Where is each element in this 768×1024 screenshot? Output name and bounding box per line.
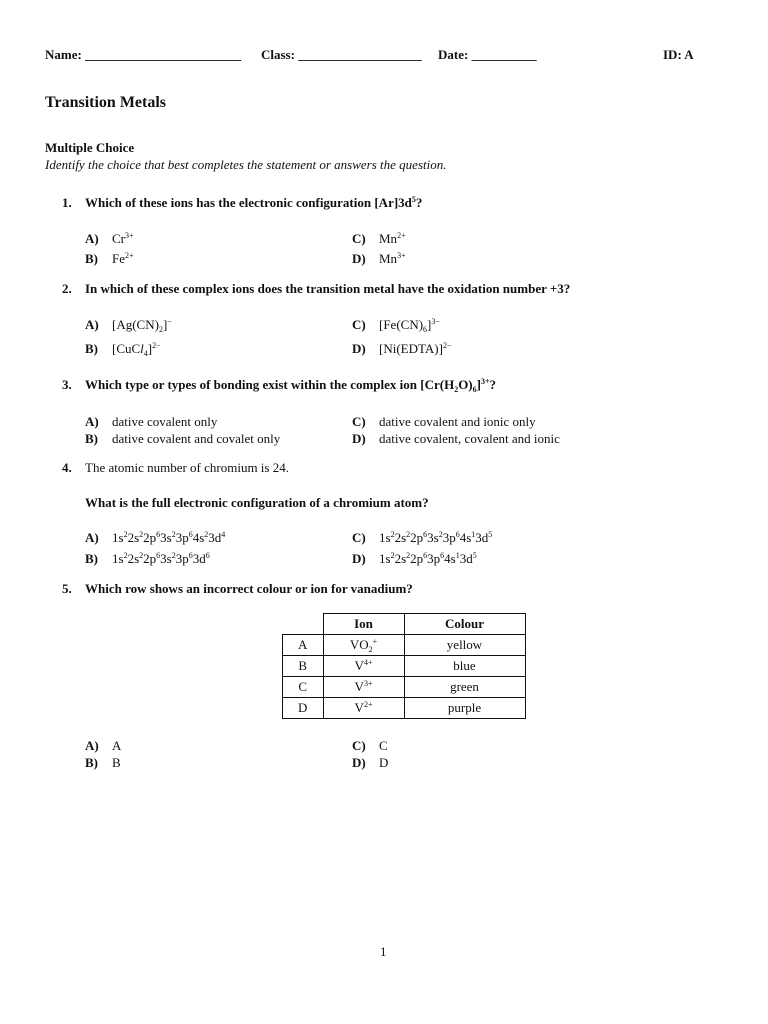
option-d: D) $Mn^{3+}$ — [352, 251, 406, 266]
option-a: A) $[Ag(CN)_2]^-$ — [85, 317, 172, 334]
question-text: Which of these ions has the electronic configuration $[Ar]3d^5$? — [85, 195, 423, 210]
table-row — [283, 635, 526, 656]
section-instructions: Identify the choice that best completes the statement or answers the question. — [45, 157, 447, 172]
colour-cell: blue — [404, 656, 525, 677]
page-number: 1 — [380, 944, 387, 959]
option-d: D) [Ni(EDTA)]$^{2-}$ — [352, 341, 452, 356]
option-a: A) dative covalent only — [85, 414, 218, 429]
question-text: In which of these complex ions does the transition metal have the oxidation number +3? — [85, 281, 571, 296]
option-a: A) $1s^22s^22p^63s^23p^64s^23d^4$ — [85, 530, 226, 545]
question-number: 4. — [62, 460, 72, 475]
colour-cell: yellow — [404, 635, 525, 656]
question-text: What is the full electronic configuration of a chromium atom? — [85, 495, 429, 510]
question-number: 5. — [62, 581, 72, 596]
table-header-colour: Colour — [404, 614, 525, 635]
row-label: C — [283, 677, 324, 698]
option-c: C) $1s^22s^22p^63s^23p^64s^13d^5$ — [352, 530, 493, 545]
page-title: Transition Metals — [45, 94, 167, 111]
option-d: D) D — [352, 755, 389, 770]
colour-cell: purple — [404, 698, 525, 719]
name-field-label: Name: ________________________ — [45, 47, 242, 62]
ion-cell: $V^{4+}$ — [323, 656, 404, 677]
question-number: 2. — [62, 281, 72, 296]
question-stem: The atomic number of chromium is 24. — [85, 460, 289, 475]
option-b: B) $1s^22s^22p^63s^23p^63d^6$ — [85, 551, 210, 566]
option-b: B) [CuCl$_4$]$^{2-}$ — [85, 341, 161, 358]
option-a: A) $Cr^{3+}$ — [85, 231, 134, 246]
table-header-ion: Ion — [323, 614, 404, 635]
ion-cell: $VO_2^+$ — [323, 635, 404, 656]
table-row — [283, 656, 526, 677]
question-number: 1. — [62, 195, 72, 210]
row-label: A — [283, 635, 324, 656]
option-c: C) C — [352, 738, 388, 753]
option-d: D) $1s^22s^22p^63p^64s^13d^5$ — [352, 551, 477, 566]
table-row — [283, 698, 526, 719]
table-header-blank — [283, 614, 324, 635]
section-heading: Multiple Choice — [45, 140, 135, 155]
option-b: B) $Fe^{2+}$ — [85, 251, 134, 266]
vanadium-table — [282, 613, 526, 719]
option-b: B) B — [85, 755, 121, 770]
colour-cell: green — [404, 677, 525, 698]
option-d: D) dative covalent, covalent and ionic — [352, 431, 560, 446]
option-c: C) dative covalent and ionic only — [352, 414, 536, 429]
ion-cell: $V^{3+}$ — [323, 677, 404, 698]
class-field-label: Class: ___________________ — [261, 47, 422, 62]
row-label: B — [283, 656, 324, 677]
table-row — [283, 677, 526, 698]
ion-cell: $V^{2+}$ — [323, 698, 404, 719]
option-c: C) $Mn^{2+}$ — [352, 231, 406, 246]
row-label: D — [283, 698, 324, 719]
question-text: Which row shows an incorrect colour or ion for vanadium? — [85, 581, 413, 596]
option-c: C) $[Fe(CN)_6]^{3-}$ — [352, 317, 440, 334]
option-a: A) A — [85, 738, 122, 753]
question-number: 3. — [62, 377, 72, 392]
date-field-label: Date: __________ — [438, 47, 537, 62]
id-label: ID: A — [663, 47, 694, 62]
option-b: B) dative covalent and covalet only — [85, 431, 281, 446]
question-text: Which type or types of bonding exist within the complex ion $[Cr(H_2O)_6]^{3+}$? — [85, 377, 497, 394]
